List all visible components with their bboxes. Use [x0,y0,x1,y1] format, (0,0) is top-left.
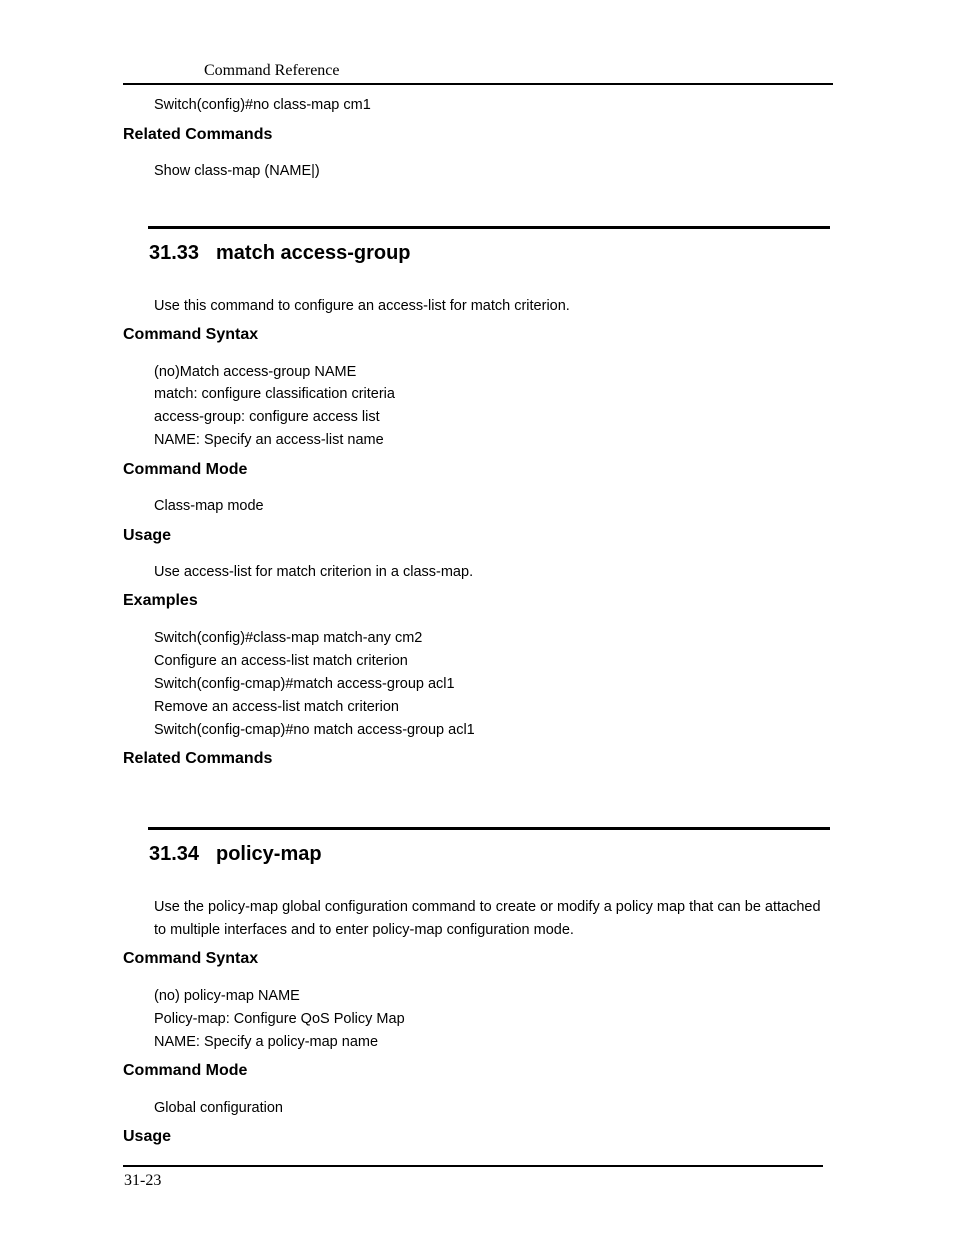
section-number: 31.34 [149,843,200,865]
example-line: Switch(config)#class-map match-any cm2 [154,630,423,646]
syntax-line: access-group: configure access list [154,409,380,425]
example-line: Configure an access-list match criterion [154,653,408,669]
example-line: Switch(config-cmap)#no match access-group acl1 [154,722,475,738]
syntax-line: (no)Match access-group NAME [154,364,357,380]
related-commands-heading: Related Commands [123,750,273,767]
section-rule [148,226,830,229]
section-rule [148,827,830,830]
section-title: policy-map [216,843,322,865]
example-line: Switch(config)#no class-map cm1 [154,97,371,113]
syntax-line: (no) policy-map NAME [154,988,300,1004]
usage-heading: Usage [123,527,172,544]
footer-rule [123,1165,823,1167]
command-mode-text: Class-map mode [154,498,264,514]
command-mode-text: Global configuration [154,1100,283,1116]
header-rule [123,83,833,85]
syntax-line: NAME: Specify a policy-map name [154,1034,379,1050]
page-number: 31-23 [124,1172,162,1189]
syntax-line: NAME: Specify an access-list name [154,432,384,448]
syntax-line: match: configure classification criteria [154,386,395,402]
command-syntax-heading: Command Syntax [123,326,259,343]
section-intro: Use this command to configure an access-list for match criterion. [154,298,570,314]
command-mode-heading: Command Mode [123,461,248,478]
examples-heading: Examples [123,592,198,609]
command-mode-heading: Command Mode [123,1062,248,1079]
section-number: 31.33 [149,242,200,264]
syntax-line: Policy-map: Configure QoS Policy Map [154,1011,405,1027]
related-commands-heading: Related Commands [123,126,273,143]
usage-text: Use access-list for match criterion in a class-map. [154,564,474,580]
example-line: Remove an access-list match criterion [154,699,399,715]
running-header: Command Reference [204,62,340,79]
related-command-line: Show class-map (NAME|) [154,163,320,179]
section-intro: to multiple interfaces and to enter policy-map configuration mode. [154,922,574,938]
section-title: match access-group [216,242,411,264]
section-intro: Use the policy-map global configuration command to create or modify a policy map that can be attached [154,899,821,915]
usage-heading: Usage [123,1128,172,1145]
example-line: Switch(config-cmap)#match access-group acl1 [154,676,455,692]
command-syntax-heading: Command Syntax [123,950,259,967]
